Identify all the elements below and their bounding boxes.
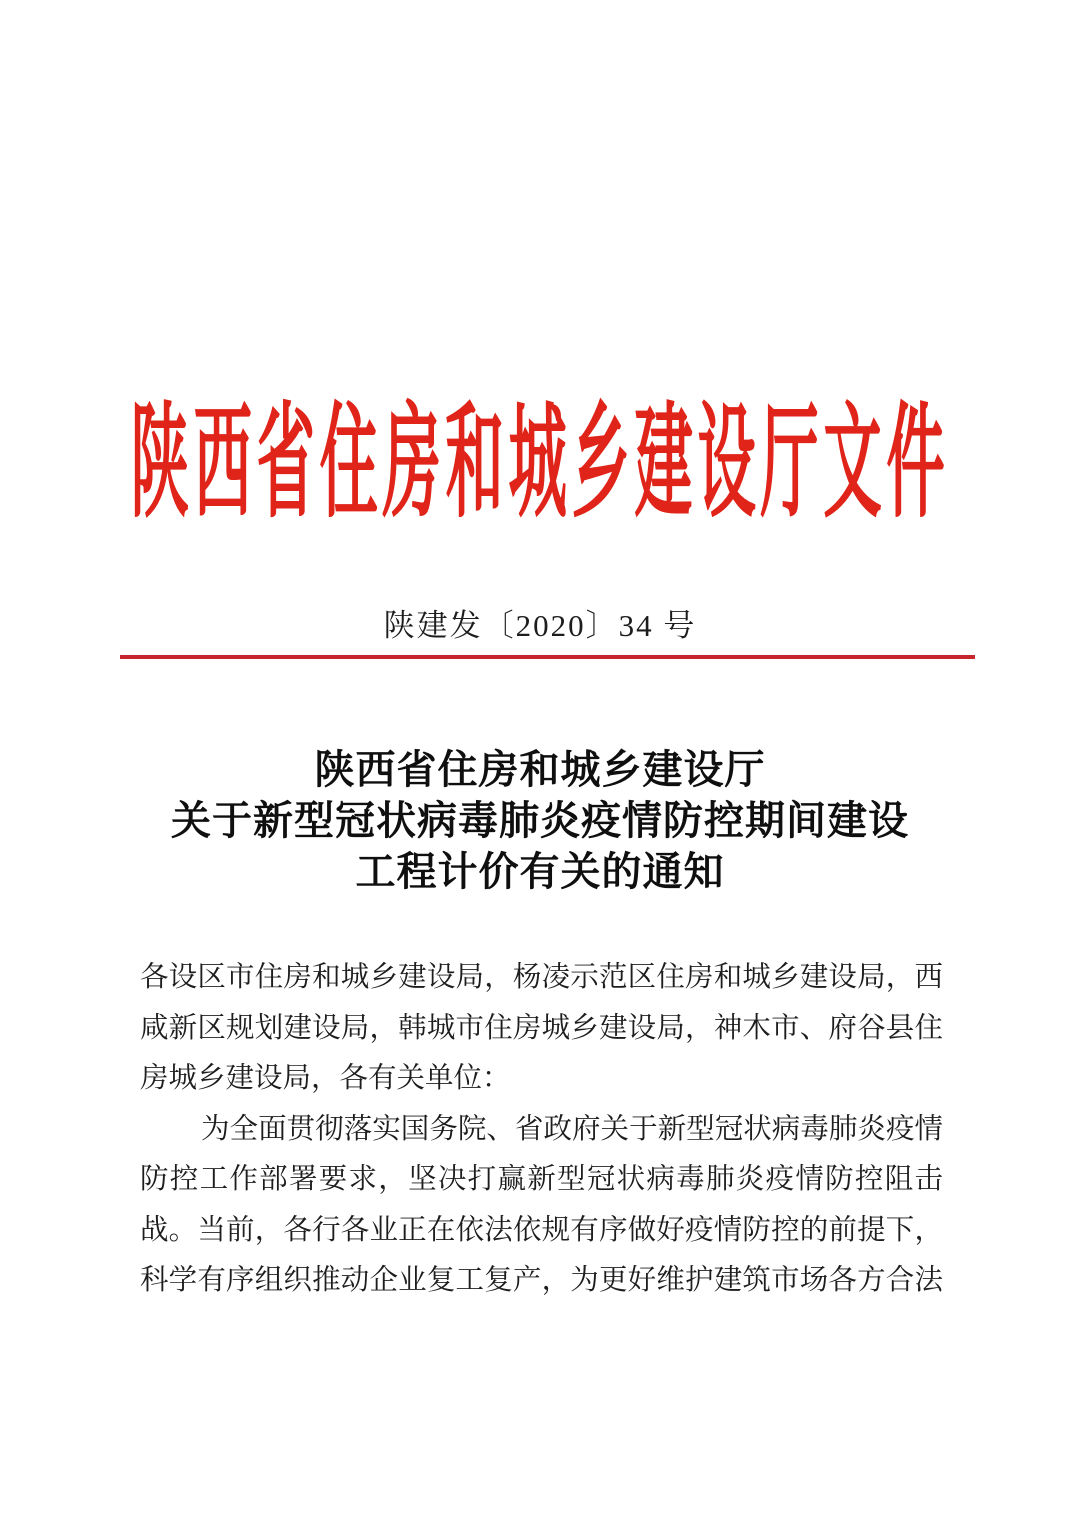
notice-title-line-1: 陕西省住房和城乡建设厅 bbox=[314, 747, 766, 792]
paragraph-line: 战。当前，各行各业正在依法依规有序做好疫情防控的前提下， bbox=[140, 1214, 943, 1246]
red-divider-line bbox=[120, 655, 975, 659]
recipients-line: 各设区市住房和城乡建设局，杨凌示范区住房和城乡建设局，西 bbox=[140, 962, 943, 993]
paragraph-line: 科学有序组织推动企业复工复产，为更好维护建筑市场各方合法 bbox=[140, 1265, 943, 1296]
paragraph-line: 防控工作部署要求，坚决打赢新型冠状病毒肺炎疫情防控阻击 bbox=[140, 1164, 943, 1195]
document-number: 陕建发〔2020〕34 号 bbox=[383, 608, 697, 643]
notice-title-line-3: 工程计价有关的通知 bbox=[355, 849, 725, 894]
issuing-agency-title: 陕西省住房和城乡建设厅文件 bbox=[130, 395, 950, 532]
notice-title bbox=[0, 744, 1080, 897]
recipients-line: 房城乡建设局，各有关单位： bbox=[140, 1063, 511, 1094]
body-text bbox=[140, 953, 943, 1307]
red-header bbox=[0, 395, 1080, 532]
recipients-line: 咸新区规划建设局，韩城市住房城乡建设局，神木市、府谷县住 bbox=[140, 1012, 943, 1044]
paragraph-line: 为全面贯彻落实国务院、省政府关于新型冠状病毒肺炎疫情 bbox=[201, 1113, 943, 1145]
notice-title-line-2: 关于新型冠状病毒肺炎疫情防控期间建设 bbox=[171, 798, 909, 843]
